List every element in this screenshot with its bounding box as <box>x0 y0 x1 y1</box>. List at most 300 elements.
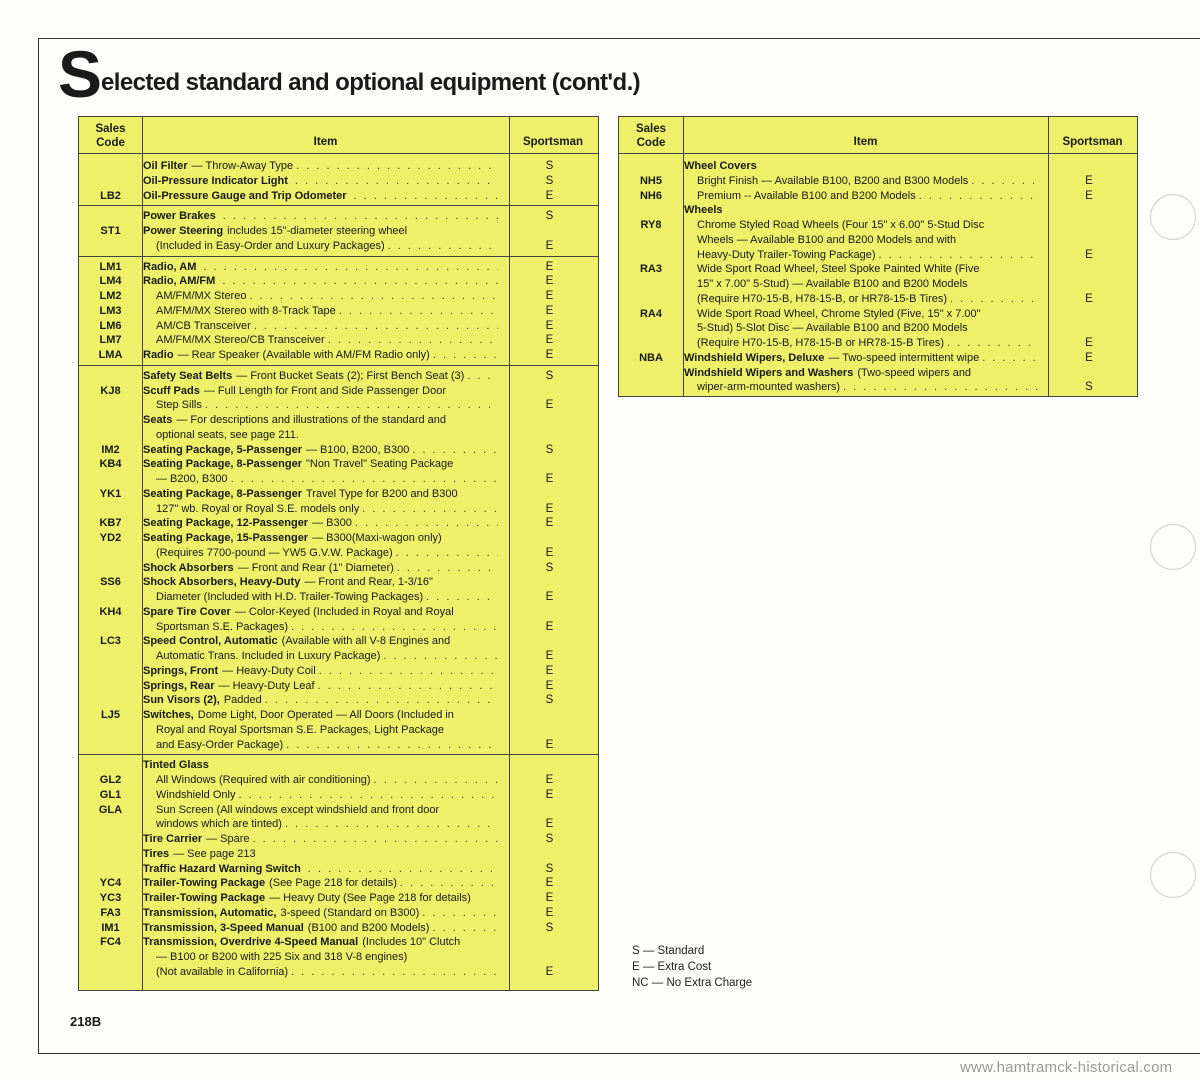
item-description <box>142 605 501 620</box>
table-row <box>79 590 598 605</box>
sales-code <box>79 546 142 561</box>
item-name: Transmission, Automatic, <box>143 906 277 919</box>
sportsman-value <box>501 413 598 428</box>
sportsman-value: E <box>1085 248 1093 261</box>
item-description <box>142 369 501 384</box>
table-row <box>79 274 598 289</box>
sportsman-value <box>1041 321 1137 336</box>
sales-code: GL1 <box>99 788 122 801</box>
sportsman-value: E <box>545 664 554 677</box>
item-detail: optional seats, see page 211. <box>156 428 299 441</box>
sales-code: LJ5 <box>101 709 120 721</box>
sales-code <box>619 366 683 381</box>
table-row <box>79 723 598 738</box>
dot-leader <box>286 738 498 753</box>
sales-code <box>619 321 683 336</box>
item-description <box>142 348 501 363</box>
item-description <box>142 723 501 738</box>
item-detail: — B200, B300 <box>156 473 228 485</box>
sales-code: LM2 <box>99 290 122 302</box>
item-description <box>142 384 501 399</box>
dot-leader <box>318 679 498 694</box>
sales-code: LM7 <box>99 334 122 347</box>
sportsman-value: E <box>545 349 554 361</box>
sportsman-value: E <box>545 650 554 662</box>
table-row <box>79 502 598 517</box>
table-row <box>79 398 598 413</box>
table-row <box>619 233 1137 248</box>
sales-code <box>79 209 142 224</box>
item-detail: AM/FM/MX Stereo with 8-Track Tape <box>156 304 336 317</box>
item-detail: All Windows (Required with air conditioning) <box>156 774 371 786</box>
sales-code: FA3 <box>100 906 121 919</box>
item-name: Shock Absorbers, Heavy-Duty <box>143 576 301 589</box>
table-row <box>79 413 598 428</box>
item-detail: (Includes 10" Clutch <box>362 936 461 949</box>
sportsman-value <box>1041 277 1137 292</box>
sportsman-value <box>1041 366 1137 381</box>
sales-code: LM1 <box>99 260 122 273</box>
table-row <box>79 832 598 847</box>
item-description <box>142 847 501 862</box>
sportsman-value <box>501 634 598 649</box>
dot-leader <box>396 546 498 561</box>
sales-code: LMA <box>98 349 123 361</box>
item-description <box>142 817 501 832</box>
sportsman-value: E <box>545 738 554 751</box>
item-description <box>142 502 501 517</box>
item-name: Tinted Glass <box>143 759 209 772</box>
item-description <box>142 906 501 921</box>
item-description <box>142 803 501 818</box>
table-row <box>79 224 598 239</box>
header-item: Item <box>313 135 338 148</box>
item-name: Shock Absorbers <box>143 561 234 574</box>
item-name: Seating Package, 8-Passenger <box>143 487 302 500</box>
sportsman-value: E <box>545 239 554 252</box>
sales-code <box>619 159 683 174</box>
table-row <box>79 546 598 561</box>
legend-no-extra-charge: NC — No Extra Charge <box>632 977 753 989</box>
header-sportsman: Sportsman <box>522 135 584 148</box>
equipment-table-right <box>618 116 1138 397</box>
item-name: Trailer-Towing Package <box>143 877 266 890</box>
row-group <box>79 366 598 756</box>
item-description <box>683 307 1041 322</box>
dot-leader <box>374 773 498 788</box>
item-description <box>683 380 1041 395</box>
item-description <box>142 333 501 348</box>
sales-code <box>79 472 142 487</box>
sportsman-value <box>1041 218 1137 233</box>
table-row <box>79 649 598 664</box>
sales-code <box>79 758 142 773</box>
item-detail: Heavy-Duty Trailer-Towing Package) <box>697 248 876 261</box>
item-description <box>142 319 501 334</box>
sportsman-value: S <box>545 160 554 172</box>
table-row <box>79 472 598 487</box>
table-row <box>79 634 598 649</box>
dot-leader <box>397 561 498 576</box>
dot-leader <box>291 965 498 980</box>
sportsman-value <box>501 708 598 723</box>
item-description <box>142 935 501 950</box>
item-description <box>683 321 1041 336</box>
item-description <box>142 531 501 546</box>
table-row <box>79 817 598 832</box>
sales-code <box>79 679 142 694</box>
item-description <box>683 218 1041 233</box>
sportsman-value: E <box>545 546 554 559</box>
sales-code <box>79 965 142 980</box>
item-detail: Bright Finish — Available B100, B200 and B300 Models <box>697 174 969 187</box>
item-description <box>142 224 501 239</box>
sales-code: NBA <box>639 351 663 364</box>
sportsman-value: S <box>545 862 554 875</box>
dot-leader <box>843 380 1038 395</box>
sportsman-value: S <box>545 561 554 574</box>
item-description <box>142 788 501 803</box>
table-row <box>619 159 1137 174</box>
item-description <box>142 289 501 304</box>
table-row <box>619 351 1137 366</box>
item-description <box>142 413 501 428</box>
table-row <box>79 561 598 576</box>
item-detail: — Front and Rear (1" Diameter) <box>237 561 394 574</box>
item-name: Radio, AM/FM <box>143 275 216 288</box>
sales-code: LM6 <box>99 319 122 332</box>
sales-code: NH6 <box>639 189 662 202</box>
item-name: Windshield Wipers, Deluxe <box>684 351 825 364</box>
table-row <box>79 847 598 862</box>
item-name: Radio, AM <box>143 260 197 273</box>
item-detail: — B300(Maxi-wagon only) <box>312 532 442 544</box>
column-divider <box>1048 117 1049 396</box>
sportsman-value: E <box>1085 189 1093 202</box>
table-row <box>79 708 598 723</box>
sales-code <box>79 369 142 384</box>
item-detail: — B300 <box>312 517 352 530</box>
header-sales-code: Sales Code <box>635 122 667 149</box>
item-description <box>142 189 501 204</box>
dot-leader <box>355 516 498 531</box>
dot-leader <box>432 921 498 936</box>
dot-leader <box>203 260 498 275</box>
sales-code: KJ8 <box>100 384 121 397</box>
table-header <box>79 117 598 154</box>
table-row <box>79 773 598 788</box>
sales-code <box>79 502 142 517</box>
item-detail: (Requires 7700-pound — YW5 G.V.W. Package) <box>156 546 393 559</box>
sales-code: ST1 <box>100 225 121 237</box>
item-description <box>683 336 1041 351</box>
table-row <box>619 174 1137 189</box>
item-name: Switches, <box>143 709 194 721</box>
item-name: Seating Package, 5-Passenger <box>143 443 302 456</box>
dot-leader <box>383 649 498 664</box>
table-row <box>79 260 598 275</box>
table-row <box>79 487 598 502</box>
sportsman-value <box>501 224 598 239</box>
item-description <box>142 546 501 561</box>
sales-code <box>79 664 142 679</box>
item-detail: — B100 or B200 with 225 Six and 318 V-8 engines) <box>156 951 408 963</box>
item-description <box>142 876 501 891</box>
item-name: Scuff Pads <box>143 384 200 397</box>
sportsman-value <box>501 428 598 443</box>
table-row <box>79 605 598 620</box>
binder-hole <box>1150 524 1196 570</box>
table-row <box>79 531 598 546</box>
table-row <box>79 664 598 679</box>
item-detail: Step Sills <box>156 399 202 412</box>
item-detail: — Heavy Duty (See Page 218 for details) <box>269 892 471 904</box>
item-description <box>142 693 501 708</box>
sportsman-value: S <box>545 369 554 382</box>
dot-leader <box>308 862 498 877</box>
item-detail: — Throw-Away Type <box>191 160 294 172</box>
dot-leader <box>412 443 498 458</box>
sportsman-value <box>1041 203 1137 218</box>
item-detail: Royal and Royal Sportsman S.E. Packages, Light Package <box>156 723 444 736</box>
item-name: Springs, Rear <box>143 679 215 692</box>
title-initial: S <box>58 37 101 111</box>
item-description <box>142 472 501 487</box>
table-row <box>619 277 1137 292</box>
item-detail: Premium -- Available B100 and B200 Models <box>697 189 916 202</box>
dot-leader <box>354 189 498 204</box>
dot-leader <box>249 289 498 304</box>
row-group <box>619 156 1137 398</box>
item-detail: Sun Screen (All windows except windshield and front door <box>156 803 440 816</box>
item-description <box>142 274 501 289</box>
table-row <box>619 262 1137 277</box>
dot-leader <box>339 304 498 319</box>
sportsman-value: E <box>545 679 554 692</box>
sales-code: RY8 <box>640 219 662 231</box>
table-row <box>619 380 1137 395</box>
table-row <box>619 366 1137 381</box>
item-description <box>142 862 501 877</box>
header-sales-code: Sales Code <box>95 122 126 149</box>
item-description <box>683 292 1041 307</box>
sportsman-value <box>501 758 598 773</box>
item-detail: (B100 and B200 Models) <box>307 921 430 934</box>
dot-leader <box>426 590 498 605</box>
sportsman-value: E <box>545 517 554 530</box>
binder-hole <box>1150 194 1196 240</box>
sales-code: LC3 <box>100 635 121 648</box>
table-row <box>619 336 1137 351</box>
sales-code <box>79 738 142 753</box>
item-detail: Windshield Only <box>156 788 236 801</box>
item-description <box>142 590 501 605</box>
column-divider <box>142 117 143 990</box>
item-detail: Padded <box>223 694 262 707</box>
sales-code <box>79 817 142 832</box>
table-row <box>79 788 598 803</box>
sales-code <box>619 203 683 218</box>
table-row <box>79 348 598 363</box>
page-number: 218B <box>70 1014 102 1029</box>
item-detail: Chrome Styled Road Wheels (Four 15" x 6.00" 5-Stud Disc <box>697 219 985 231</box>
sportsman-value: E <box>1085 351 1093 364</box>
sportsman-value: S <box>545 921 554 934</box>
item-description <box>142 561 501 576</box>
table-row <box>79 384 598 399</box>
table-row <box>79 304 598 319</box>
sales-code <box>79 590 142 605</box>
sportsman-value <box>501 723 598 738</box>
dot-leader <box>971 174 1038 189</box>
item-description <box>683 233 1041 248</box>
table-row <box>79 333 598 348</box>
sales-code <box>79 847 142 862</box>
item-description <box>683 277 1041 292</box>
item-name: Seating Package, 12-Passenger <box>143 517 309 530</box>
item-description <box>142 159 501 174</box>
sportsman-value: E <box>1085 292 1093 305</box>
table-row <box>619 189 1137 204</box>
dot-leader <box>231 472 498 487</box>
sales-code <box>79 832 142 847</box>
item-detail: (See Page 218 for details) <box>269 877 397 890</box>
item-name: Power Brakes <box>143 210 216 223</box>
item-detail: 3-speed (Standard on B300) <box>280 906 420 919</box>
item-description <box>683 174 1041 189</box>
sportsman-value: E <box>545 591 554 603</box>
table-row <box>79 738 598 753</box>
sportsman-value: E <box>545 304 554 317</box>
item-detail: includes 15"-diameter steering wheel <box>227 225 408 237</box>
item-detail: — B100, B200, B300 <box>305 443 410 456</box>
item-name: Radio <box>143 349 174 361</box>
item-name: Springs, Front <box>143 664 219 677</box>
sportsman-value: S <box>1085 381 1093 394</box>
item-name: Oil-Pressure Gauge and Trip Odometer <box>143 189 347 202</box>
item-name: Seats <box>143 414 173 426</box>
item-description <box>142 891 501 906</box>
sportsman-value: E <box>545 275 554 288</box>
sales-code: SS6 <box>100 576 121 589</box>
sportsman-value: S <box>545 443 554 456</box>
sales-code <box>79 723 142 738</box>
table-row <box>79 319 598 334</box>
sales-code: YC3 <box>99 892 122 904</box>
sales-code <box>619 336 683 351</box>
item-name: Oil Filter <box>143 160 188 172</box>
item-description <box>142 443 501 458</box>
dot-leader <box>319 664 498 679</box>
table-row <box>79 443 598 458</box>
item-detail: — Front and Rear, 1-3/16" <box>304 576 433 589</box>
sportsman-value <box>501 847 598 862</box>
item-description <box>142 664 501 679</box>
item-detail: (Require H70-15-B, H78-15-B or HR78-15-B Tires) <box>697 337 944 349</box>
item-name: Tires <box>143 847 170 860</box>
item-name: Seating Package, 8-Passenger <box>143 458 302 471</box>
legend-standard: S — Standard <box>632 945 705 957</box>
item-detail: Automatic Trans. Included in Luxury Package) <box>156 650 381 662</box>
item-name: Traffic Hazard Warning Switch <box>143 862 301 875</box>
binder-hole <box>1150 852 1196 898</box>
item-detail: and Easy-Order Package) <box>156 738 284 751</box>
sales-code <box>619 292 683 307</box>
sportsman-value: E <box>545 319 554 332</box>
item-detail: Wide Sport Road Wheel, Steel Spoke Painted White (Five <box>697 263 980 276</box>
sales-code: YK1 <box>99 487 122 500</box>
legend-extra-cost: E — Extra Cost <box>632 961 712 973</box>
table-row <box>79 862 598 877</box>
sportsman-value: E <box>545 260 554 273</box>
dot-leader <box>947 336 1038 351</box>
sportsman-value: S <box>545 833 554 845</box>
item-description <box>142 174 501 189</box>
row-group <box>79 156 598 206</box>
dot-leader <box>223 209 498 224</box>
sportsman-value <box>1041 159 1137 174</box>
table-row <box>619 292 1137 307</box>
dot-leader <box>295 174 498 189</box>
item-description <box>142 738 501 753</box>
sales-code <box>619 380 683 395</box>
dot-leader <box>879 248 1038 263</box>
sales-code: LM4 <box>99 275 122 288</box>
sportsman-value: E <box>545 818 554 831</box>
sales-code <box>79 693 142 708</box>
item-description <box>142 457 501 472</box>
item-detail: windows which are tinted) <box>156 818 282 831</box>
item-description <box>142 398 501 413</box>
item-description <box>142 758 501 773</box>
item-detail: — Heavy-Duty Coil <box>222 664 316 677</box>
table-row <box>619 218 1137 233</box>
item-description <box>142 620 501 635</box>
sales-code: KB4 <box>99 458 122 471</box>
sales-code: RA4 <box>639 307 662 320</box>
table-row <box>79 575 598 590</box>
table-row <box>79 906 598 921</box>
sales-code: IM1 <box>101 921 120 934</box>
sales-code <box>79 174 142 189</box>
sportsman-value: E <box>545 620 554 633</box>
item-description <box>142 708 501 723</box>
item-description <box>142 487 501 502</box>
item-name: Tire Carrier <box>143 833 203 845</box>
title-text: elected standard and optional equipment (cont'd.) <box>101 69 641 96</box>
table-row <box>79 950 598 965</box>
item-detail: — Two-speed intermittent wipe <box>828 351 980 364</box>
equipment-table-left <box>78 116 599 991</box>
sportsman-value: E <box>545 502 554 515</box>
sportsman-value: E <box>1085 174 1093 187</box>
item-name: Safety Seat Belts <box>143 369 233 382</box>
item-name: Transmission, 3-Speed Manual <box>143 921 304 934</box>
item-detail: — Heavy-Duty Leaf <box>218 679 315 692</box>
sales-code <box>79 428 142 443</box>
table-row <box>79 369 598 384</box>
sales-code: LM3 <box>99 304 122 317</box>
header-sportsman: Sportsman <box>1062 135 1123 148</box>
sportsman-value <box>501 487 598 502</box>
sales-code: KB7 <box>99 517 122 530</box>
item-description <box>142 832 501 847</box>
table-row <box>79 891 598 906</box>
row-group <box>79 206 598 256</box>
sportsman-value <box>501 803 598 818</box>
sales-code <box>79 620 142 635</box>
item-detail: 5-Stud) 5-Slot Disc — Available B100 and B200 Models <box>697 322 968 335</box>
